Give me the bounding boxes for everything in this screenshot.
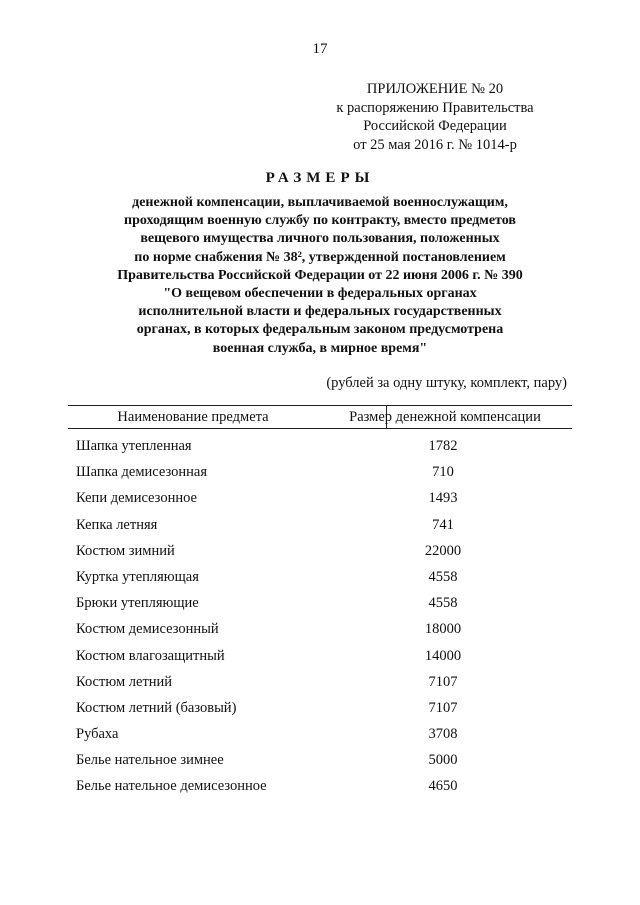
subtitle-line: военная служба, в мирное время" [212, 340, 428, 356]
compensation-table [68, 434, 572, 801]
page-number: 17 [312, 41, 328, 57]
item-compensation: 710 [432, 464, 454, 481]
item-name: Костюм зимний [76, 542, 175, 559]
item-name: Рубаха [76, 726, 119, 743]
document-title: РАЗМЕРЫ [265, 170, 375, 186]
item-name: Куртка утепляющая [76, 568, 199, 585]
table-row [68, 644, 572, 670]
item-compensation: 7107 [428, 673, 458, 690]
appendix-date: от 25 мая 2016 г. № 1014-р [353, 136, 517, 153]
subtitle-line: денежной компенсации, выплачиваемой военнослужащим, [132, 195, 508, 210]
item-name: Костюм влагозащитный [76, 647, 225, 664]
item-compensation: 4650 [428, 778, 458, 795]
table-row [68, 670, 572, 696]
subtitle-line: вещевого имущества личного пользования, положенных [140, 231, 500, 247]
table-row [68, 591, 572, 617]
item-compensation: 3708 [428, 726, 458, 743]
table-row [68, 434, 572, 460]
item-name: Кепка летняя [76, 516, 158, 533]
units-note: (рублей за одну штуку, комплект, пару) [326, 375, 567, 391]
subtitle-line: Правительства Российской Федерации от 22 июня 2006 г. № 390 [117, 267, 523, 283]
item-name: Костюм летний (базовый) [76, 699, 237, 716]
item-compensation: 741 [432, 516, 454, 533]
item-name: Костюм летний [76, 673, 173, 690]
item-name: Шапка утепленная [76, 438, 192, 454]
item-compensation: 1493 [428, 490, 458, 507]
header-item-name: Наименование предмета [117, 409, 269, 425]
table-row [68, 722, 572, 748]
table-row [68, 460, 572, 486]
document-subtitle [60, 194, 580, 358]
appendix-government: Российской Федерации [363, 118, 507, 134]
appendix-title: ПРИЛОЖЕНИЕ № 20 [366, 81, 504, 97]
table-row [68, 748, 572, 774]
table-row [68, 617, 572, 643]
table-row [68, 774, 572, 800]
appendix-order: к распоряжению Правительства [336, 99, 534, 116]
subtitle-line: органах, в которых федеральным законом предусмотрена [136, 322, 504, 338]
item-name: Белье нательное демисезонное [76, 778, 267, 795]
item-compensation: 18000 [424, 621, 462, 638]
subtitle-line: по норме снабжения № 38², утвержденной постановлением [134, 249, 506, 265]
table-row [68, 696, 572, 722]
table-header [68, 405, 572, 429]
item-name: Белье нательное зимнее [76, 752, 224, 769]
item-compensation: 14000 [424, 647, 462, 664]
item-name: Шапка демисезонная [76, 464, 208, 481]
item-compensation: 22000 [424, 542, 462, 559]
appendix-block [330, 80, 540, 154]
table-row [68, 513, 572, 539]
subtitle-line: проходящим военную службу по контракту, вместо предметов [124, 213, 516, 229]
item-compensation: 5000 [428, 752, 458, 769]
item-compensation: 4558 [428, 595, 458, 612]
table-row [68, 486, 572, 512]
table-row [68, 565, 572, 591]
item-name: Костюм демисезонный [76, 621, 219, 638]
subtitle-line: "О вещевом обеспечении в федеральных органах [163, 286, 477, 302]
item-compensation: 7107 [428, 699, 458, 716]
item-name: Кепи демисезонное [76, 490, 197, 507]
table-row [68, 539, 572, 565]
item-name: Брюки утепляющие [76, 595, 199, 612]
item-compensation: 1782 [428, 438, 458, 454]
subtitle-line: исполнительной власти и федеральных государственных [138, 304, 502, 320]
header-compensation: Размер денежной компенсации [349, 409, 541, 425]
item-compensation: 4558 [428, 568, 458, 585]
